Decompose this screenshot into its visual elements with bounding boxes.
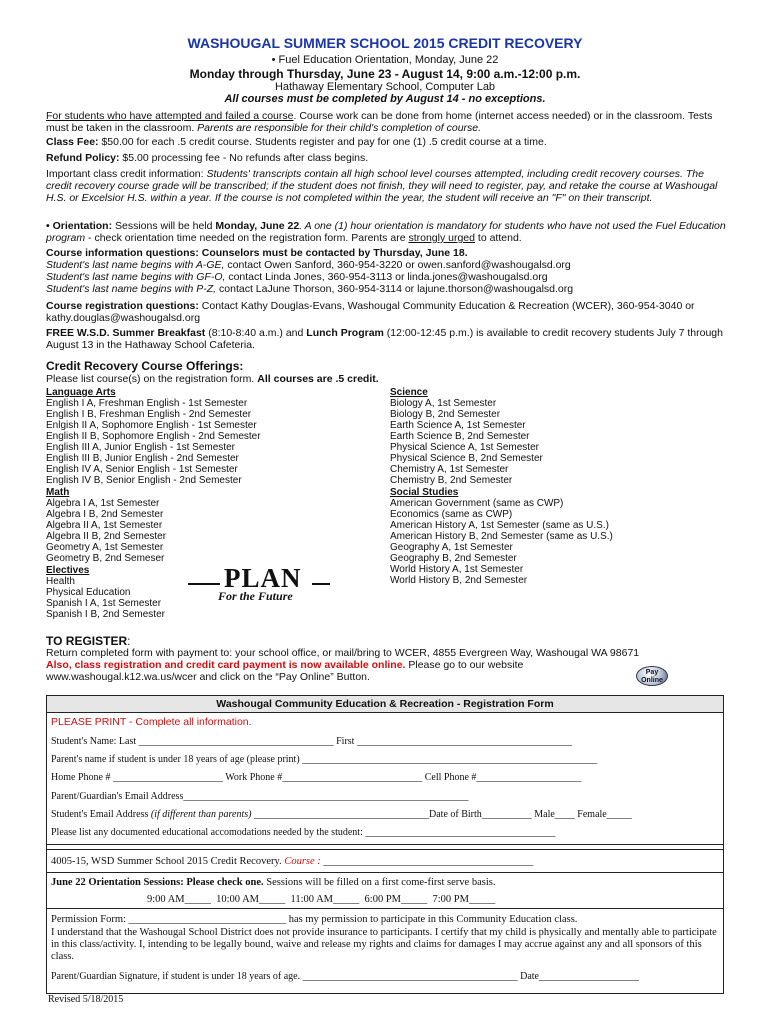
permission-field[interactable]: Permission Form: ______________________________ has my permission to participate in this Community Education class. — [51, 914, 578, 925]
class-fee-text: $50.00 for each .5 credit course. Students register and pay for one (1) .5 credit course at a time. — [98, 136, 547, 148]
offerings-sub — [46, 373, 379, 385]
list-item: Biology B, 2nd Semester — [390, 409, 501, 420]
online-rest: Please go to our website — [405, 659, 524, 671]
refund-label: Refund Policy: — [46, 152, 120, 164]
breakfast-label: FREE W.S.D. Summer Breakfast — [46, 327, 206, 339]
list-item: English II B, Sophomore English - 2nd Semester — [46, 431, 261, 442]
student-name-field[interactable]: Student's Name: Last _______________________________________ First ___________________________________________ — [51, 736, 572, 747]
class-fee — [46, 136, 728, 148]
list-item: World History B, 2nd Semester — [390, 575, 528, 586]
social-studies-title: Social Studies — [390, 487, 459, 498]
counselor-who: Student's last name begins with A-GE, — [46, 259, 225, 271]
offerings-heading: Credit Recovery Course Offerings: — [46, 359, 244, 373]
counselor-line — [46, 271, 728, 283]
list-item: Earth Science A, 1st Semester — [390, 420, 526, 431]
list-item: Spanish I B, 2nd Semester — [46, 609, 165, 620]
refund-text: $5.00 processing fee - No refunds after class begins. — [119, 152, 369, 164]
orientation-date: Monday, June 22 — [215, 220, 300, 232]
course-desc: 4005-15, WSD Summer School 2015 Credit Recovery. — [51, 856, 285, 867]
science-title: Science — [390, 387, 428, 398]
list-item: Geography A, 1st Semester — [390, 542, 513, 553]
form-divider — [47, 844, 723, 845]
website-line[interactable]: www.washougal.k12.wa.us/wcer and click on the “Pay Online” Button. — [46, 671, 370, 683]
orientation-info — [46, 220, 728, 244]
parent-email-field[interactable]: Parent/Guardian's Email Address_________________________________________________________ — [51, 791, 469, 802]
print-notice: PLEASE PRINT - Complete all information. — [51, 716, 252, 728]
return-line: Return completed form with payment to: your school office, or mail/bring to WCER, 4855 Evergreen Way, Washougal WA 98671 — [46, 647, 640, 659]
important-text: Students' transcripts contain all high school level courses attempted, including credit recovery courses. The credit recovery course grade will be transcribed; if the student does not finish, they will need to register, pay, and retake the course at Washougal H.S. or Excelsior H.S. within a year. If the course is not completed within the year, the student will receive an "F" on their transcript. — [46, 168, 718, 204]
orientation-urged: strongly urged — [408, 232, 475, 244]
list-item: English III A, Junior English - 1st Semester — [46, 442, 235, 453]
list-item: Earth Science B, 2nd Semester — [390, 431, 530, 442]
course-label: Course : — [284, 856, 324, 867]
dates-line: Monday through Thursday, June 23 - August 14, 9:00 a.m.-12:00 p.m. — [189, 67, 581, 81]
to-register-heading — [46, 634, 130, 648]
list-item: American Government (same as CWP) — [390, 498, 564, 509]
form-header: Washougal Community Education & Recreation - Registration Form — [47, 696, 723, 713]
course-blank[interactable]: ________________________________________ — [323, 856, 534, 867]
list-item: Geometry B, 2nd Semeser — [46, 553, 165, 564]
important-info — [46, 168, 728, 204]
breakfast-time: (8:10-8:40 a.m.) and — [205, 327, 307, 339]
form-divider — [47, 908, 723, 909]
logo-rule-left — [188, 583, 220, 585]
counselor-contact: contact LaJune Thorson, 360-954-3114 or lajune.thorson@washougalsd.org — [216, 283, 574, 295]
counselor-line — [46, 283, 728, 295]
page-title: WASHOUGAL SUMMER SCHOOL 2015 CREDIT RECOVERY — [187, 35, 583, 51]
list-item: Algebra I A, 1st Semester — [46, 498, 160, 509]
student-email-rest: ___________________________________Date of Birth__________ Male____ Female_____ — [251, 809, 632, 820]
accommodations-field[interactable]: Please list any documented educational accomodations needed by the student: ______________________________________ — [51, 827, 556, 838]
list-item: Biology A, 1st Semester — [390, 398, 497, 409]
phone-fields[interactable]: Home Phone # ______________________ Work Phone #____________________________ Cell Phone #_____________________ — [51, 772, 582, 783]
session-option[interactable]: 6:00 PM_____ — [364, 894, 428, 905]
sessions-line — [51, 877, 719, 888]
session-option[interactable]: 10:00 AM_____ — [216, 894, 286, 905]
student-email-field[interactable] — [51, 809, 719, 820]
intro-rest: . Course work can be done from home (internet access needed) or in the classroom. Tests must be taken in the classroom. — [46, 110, 713, 134]
list-item: Algebra II B, 2nd Semester — [46, 531, 167, 542]
logo-word: PLAN — [224, 563, 302, 593]
counselors-heading: Course information questions: Counselors must be contacted by Thursday, June 18. — [46, 247, 468, 259]
list-item: Physical Science A, 1st Semester — [390, 442, 539, 453]
orientation-label: • Orientation: — [46, 220, 113, 232]
list-item: Physical Education — [46, 587, 131, 598]
registration-questions — [46, 300, 728, 324]
orientation-text2: . A one (1) hour orientation is mandatory for students who have not used the Fuel Education program — [46, 220, 726, 244]
course-line[interactable] — [51, 856, 719, 867]
list-item: Chemistry B, 2nd Semester — [390, 475, 513, 486]
signature-field[interactable]: Parent/Guardian Signature, if student is under 18 years of age. ___________________________________________ Date____________________ — [51, 971, 639, 982]
list-item: English III B, Junior English - 2nd Semester — [46, 453, 239, 464]
counselor-who: Student's last name begins with P-Z, — [46, 283, 217, 295]
language-arts-title: Language Arts — [46, 387, 116, 398]
student-email-label: Student's Email Address — [51, 809, 151, 820]
logo-tagline: For the Future — [218, 589, 293, 603]
list-item: Spanish I A, 1st Semester — [46, 598, 162, 609]
list-item: Geography B, 2nd Semester — [390, 553, 517, 564]
list-item: Health — [46, 576, 75, 587]
list-item: American History A, 1st Semester (same as U.S.) — [390, 520, 609, 531]
important-lead: Important class credit information: — [46, 168, 207, 180]
form-divider — [47, 872, 723, 873]
class-fee-label: Class Fee: — [46, 136, 99, 148]
intro-lead: For students who have attempted and failed a course — [46, 110, 294, 122]
revised-date: Revised 5/18/2015 — [48, 994, 124, 1005]
online-line — [46, 659, 728, 671]
orientation-text4: to attend. — [475, 232, 522, 244]
session-option[interactable]: 11:00 AM_____ — [290, 894, 360, 905]
counselor-contact: contact Owen Sanford, 360-954-3220 or owen.sanford@washougalsd.org — [224, 259, 571, 271]
deadline-line: All courses must be completed by August 14 - no exceptions. — [224, 93, 546, 105]
sessions-rest: Sessions will be filled on a first come-first serve basis. — [263, 877, 496, 888]
orientation-line: • Fuel Education Orientation, Monday, June 22 — [271, 54, 499, 66]
registration-form — [46, 695, 724, 994]
lunch-label: Lunch Program — [306, 327, 384, 339]
to-register-title: TO REGISTER — [46, 634, 128, 648]
science-social-list — [390, 387, 720, 586]
plan-logo — [188, 563, 388, 607]
electives-title: Electives — [46, 565, 90, 576]
list-item: English I B, Freshman English - 2nd Semester — [46, 409, 252, 420]
list-item: Chemistry A, 1st Semester — [390, 464, 509, 475]
parent-name-field[interactable]: Parent's name if student is under 18 years of age (please print) ___________________________________________________________ — [51, 754, 598, 765]
session-times — [147, 894, 719, 905]
list-item: World History A, 1st Semester — [390, 564, 524, 575]
counselor-contact: contact Linda Jones, 360-954-3113 or linda.jones@washougalsd.org — [225, 271, 548, 283]
online-notice: Also, class registration and credit card payment is now available online. — [46, 659, 406, 671]
list-item: English IV A, Senior English - 1st Semester — [46, 464, 238, 475]
orientation-text1: Sessions will be held — [112, 220, 216, 232]
counselor-line — [46, 259, 728, 271]
list-item: Algebra I B, 2nd Semester — [46, 509, 164, 520]
list-item: Geometry A, 1st Semester — [46, 542, 164, 553]
breakfast-text: (12:00-12:45 p.m.) is available to credit recovery students July 7 through August 13 in the Hathaway School Cafeteria. — [46, 327, 723, 351]
pay-online-button[interactable]: Pay Online — [636, 666, 668, 686]
breakfast-lunch — [46, 327, 728, 351]
offerings-sub-text: Please list course(s) on the registration form. — [46, 373, 258, 385]
registration-q-label: Course registration questions: — [46, 300, 199, 312]
list-item: English I A, Freshman English - 1st Semester — [46, 398, 248, 409]
waiver-text: I understand that the Washougal School District does not provide insurance to participants. I certify that my child is physically and mentally able to participate in this class/activity. I, intending to be legally bound, waive and release my rights and claims for damages I may accrue against any and all sponsors of this class. — [51, 927, 717, 962]
orientation-text3: - check orientation time needed on the registration form. Parents are — [85, 232, 409, 244]
logo-rule-right — [312, 583, 330, 585]
registration-q-text: Contact Kathy Douglas-Evans, Washougal Community Education & Recreation (WCER), 360-954-3040 or kathy.douglas@washougalsd.org — [46, 300, 695, 324]
location-line: Hathaway Elementary School, Computer Lab — [274, 81, 496, 93]
sessions-heading: June 22 Orientation Sessions: Please check one. — [51, 877, 264, 888]
form-divider — [47, 849, 723, 850]
counselor-who: Student's last name begins with GF-O, — [46, 271, 226, 283]
intro-parents: Parents are responsible for their child's completion of course. — [197, 122, 482, 134]
session-option[interactable]: 9:00 AM_____ — [147, 894, 211, 905]
list-item: American History B, 2nd Semester (same as U.S.) — [390, 531, 613, 542]
math-title: Math — [46, 487, 70, 498]
refund-policy — [46, 152, 728, 164]
list-item: Algebra II A, 1st Semester — [46, 520, 163, 531]
list-item: Enlgish II A, Sophomore English - 1st Semester — [46, 420, 257, 431]
to-register-colon: : — [127, 634, 131, 648]
list-item: Economics (same as CWP) — [390, 509, 513, 520]
offerings-sub-bold: All courses are .5 credit. — [257, 373, 379, 385]
session-option[interactable]: 7:00 PM_____ — [432, 894, 496, 905]
student-email-note: (if different than parents) — [150, 809, 252, 820]
list-item: English IV B, Senior English - 2nd Semester — [46, 475, 242, 486]
intro-paragraph — [46, 110, 728, 134]
list-item: Physical Science B, 2nd Semester — [390, 453, 543, 464]
